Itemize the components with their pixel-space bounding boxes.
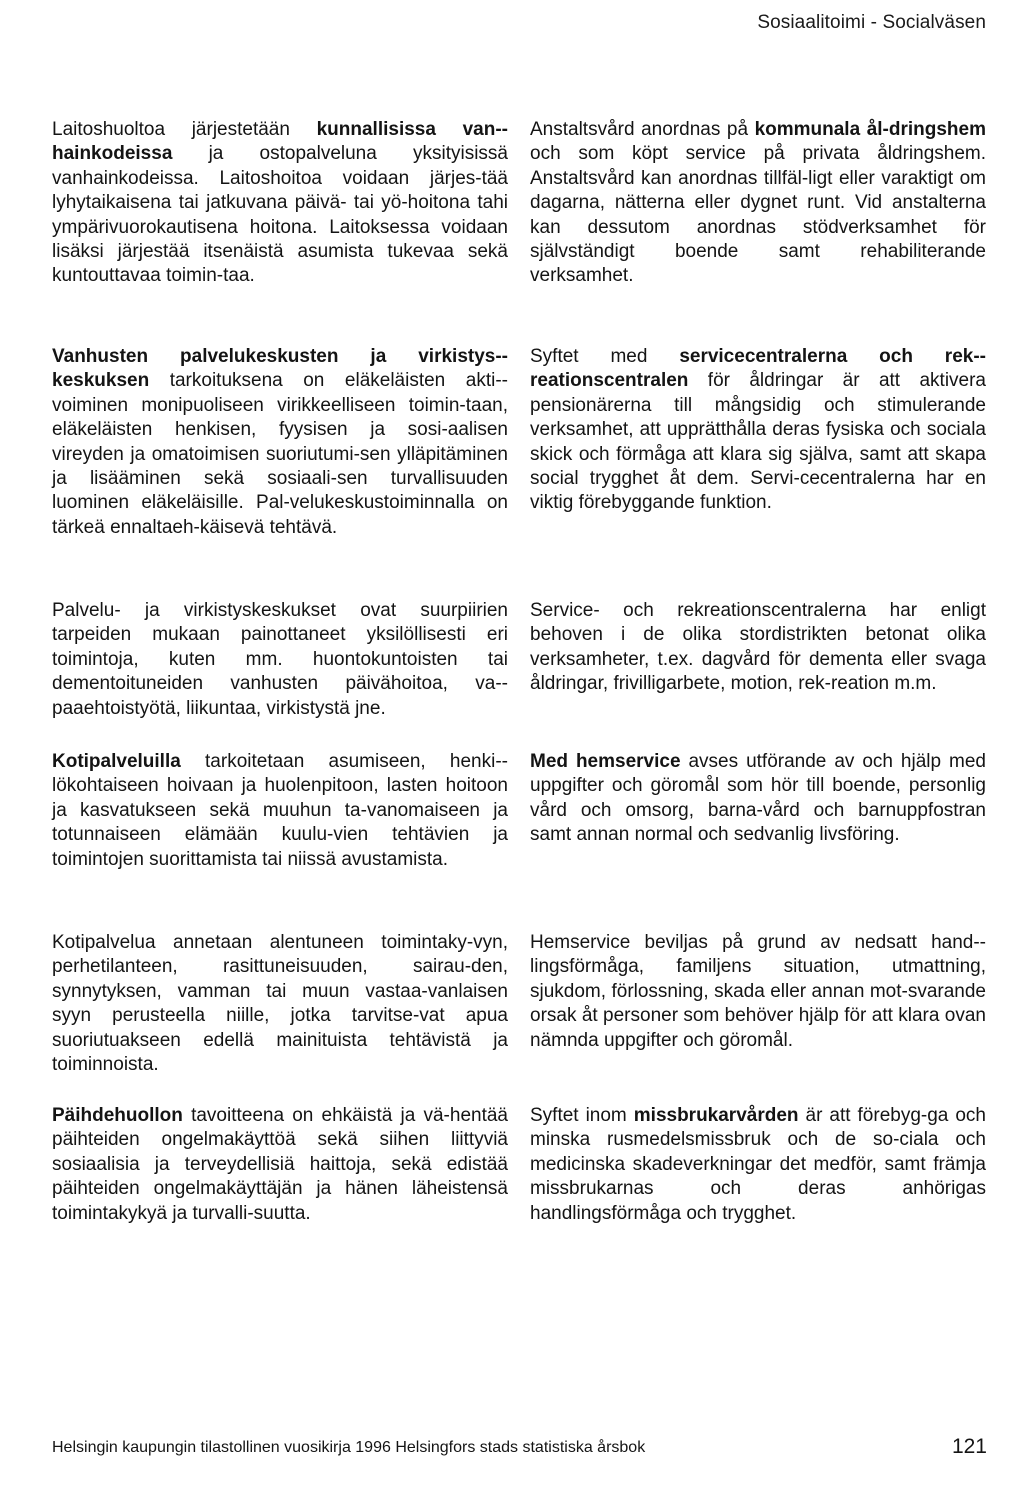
paragraph-laitoshuolto: Laitoshuoltoa järjestetään kunnallisissa van-hainkodeissa ja ostopalveluna yksityisissä vanhainkodeissa. Laitoshoitoa voidaan järjes-tää lyhytaikaisena tai jatkuvana päivä- tai yö-hoitona tahi ympärivuorokautisena hoitona. Laitoksessa voidaan lisäksi järjestää itsenäistä asumista tukevaa sekä kuntouttavaa toimin-taa. <box>52 119 508 287</box>
paragraph-missbrukarvard: Syftet inom missbrukarvården är att förebyg-ga och minska rusmedelsmissbruk och de so-ciala och medicinska skadeverkningar det medför, samt främja missbrukarnas och deras anhörigas handlingsförmåga och trygghet. <box>530 1105 986 1224</box>
paragraph-anstaltsvard: Anstaltsvård anordnas på kommunala ål-dringshem och som köpt service på privata åldringshem. Anstaltsvård kan anordnas tillfäl-ligt eller varaktigt om dagarna, nätterna eller dygnet runt. Vid anstalterna kan dessutom anordnas stödverksamhet för självständigt boende samt rehabiliterande verksamhet. <box>530 119 986 287</box>
paragraph-hemservice: Med hemservice avses utförande av och hjälp med uppgifter och göromål som hör till boende, personlig vård och omsorg, barna-vård och barnuppfostran samt annan normal och sedvanlig livsföring. <box>530 751 986 846</box>
paragraph-paihdehuolto: Päihdehuollon tavoitteena on ehkäistä ja vä-hentää päihteiden ongelmakäyttöä sekä siihen liittyviä sosiaalisia ja terveydellisiä haittoja, sekä edistää päihteiden ongelmakäyttäjän ja hänen läheistensä toimintakykyä ja turvalli-suutta. <box>52 1105 508 1224</box>
paragraph-hemservice-beviljas: Hemservice beviljas på grund av nedsatt hand-lingsförmåga, familjens situation, utmattning, sjukdom, förlossning, skada eller annan mot-svarande orsak åt personer som behöver hjälp för att klara ovan nämnda uppgifter och göromål. <box>530 932 986 1051</box>
paragraph-painotukset: Palvelu- ja virkistyskeskukset ovat suurpiirien tarpeiden mukaan painottaneet yksilöllisesti eri toimintoja, kuten mm. huontokuntoisten tai dementoituneiden vanhusten päivähoitoa, va-paaehtoistyötä, liikuntaa, virkistystä jne. <box>52 600 508 719</box>
running-header: Sosiaalitoimi - Socialväsen <box>757 12 986 33</box>
paragraph-palvelukeskukset: Vanhusten palvelukeskusten ja virkistys-keskuksen tarkoituksena on eläkeläisten akti-voiminen monipuoliseen virikkeelliseen toimin-taan, eläkeläisten henkisen, fyysisen ja sosi-aalisen vireyden ja omatoimisen suoriutumi-sen ylläpitäminen ja lisääminen sekä sosiaali-sen turvallisuuden luominen eläkeläisille. Pal-velukeskustoiminnalla on tärkeä ennaltaeh-käisevä tehtävä. <box>52 346 508 538</box>
paragraph-verksamheter: Service- och rekreationscentralerna har enligt behoven i de olika stordistrikten betonat olika verksamheter, t.ex. dagvård för dementa eller svaga åldringar, frivilligarbete, motion, rek-reation m.m. <box>530 600 986 695</box>
paragraph-kotipalvelut: Kotipalveluilla tarkoitetaan asumiseen, henki-lökohtaiseen hoivaan ja huolenpitoon, lasten hoitoon ja kasvatukseen sekä muuhun ta-vanomaiseen ja totunnaiseen elämään kuulu-vien tehtävien ja toimintojen suorittamista tai niissä avustamista. <box>52 751 508 870</box>
paragraph-servicecentraler: Syftet med servicecentralerna och rek-reationscentralen för åldringar är att aktivera pensionärerna till mångsidig och stimulerande verksamhet, att upprätthålla deras fysiska och sociala skick och förmåga att klara sig själva, samt att skapa social trygghet åt dem. Servi-cecentralerna har en viktig förebyggande funktion. <box>530 346 986 514</box>
footer-source: Helsingin kaupungin tilastollinen vuosikirja 1996 Helsingfors stads statistiska årsbok <box>52 1439 646 1456</box>
page-number: 121 <box>951 1435 987 1458</box>
paragraph-kotipalvelun-myontaminen: Kotipalvelua annetaan alentuneen toimintaky-vyn, perhetilanteen, rasittuneisuuden, sairau-den, synnytyksen, vamman tai muun vastaa-vanlaisen syyn perusteella niille, jotka tarvitse-vat apua suoriutuakseen edellä mainituista tehtävistä ja toiminnoista. <box>52 932 508 1076</box>
